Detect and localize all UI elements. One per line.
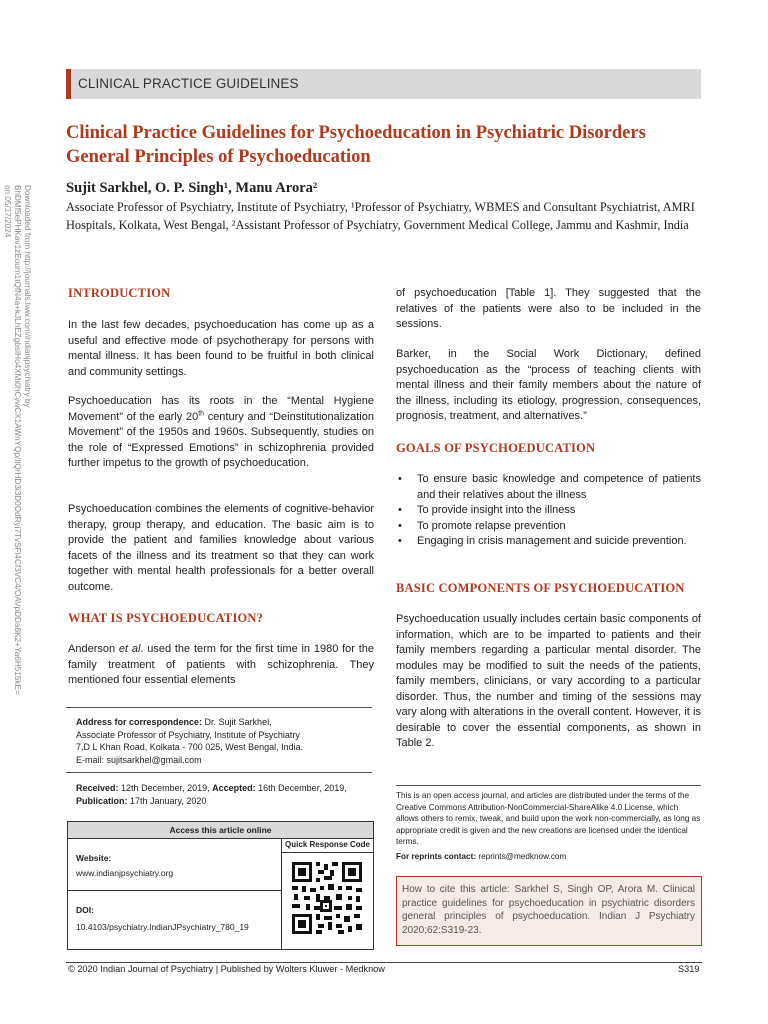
- author-list: Sujit Sarkhel, O. P. Singh¹, Manu Arora²: [66, 180, 318, 196]
- website-separator: [68, 890, 281, 891]
- reprints-label: For reprints contact:: [396, 852, 477, 861]
- doi-label: DOI:: [76, 905, 94, 915]
- how-to-cite-box: [396, 876, 702, 946]
- license-rule: [396, 785, 701, 786]
- correspondence-email: E-mail: sujitsarkhel@gmail.com: [76, 754, 202, 765]
- bullet-icon: •: [398, 535, 402, 547]
- article-title: [66, 121, 716, 169]
- publication-label: Publication:: [76, 795, 128, 806]
- goal-text: To promote relapse prevention: [417, 519, 566, 532]
- what-paragraph: [68, 642, 374, 689]
- bullet-icon: •: [398, 519, 402, 532]
- qr-code-image[interactable]: [290, 860, 364, 936]
- qr-divider: [281, 838, 282, 949]
- bullet-icon: •: [398, 473, 402, 485]
- intro-paragraph-1: In the last few decades, psychoeducation has come up as a useful and effective mode of psychotherapy for persons with mental illness. It has been found to be fruitful in both clinical and community settings.: [68, 319, 374, 378]
- intro-p2-text-a: Psychoeducation has its roots in the “Mental Hygiene Movement” of the early 20: [68, 395, 374, 423]
- website-link[interactable]: www.indianjpsychiatry.org: [76, 868, 174, 878]
- section-label: CLINICAL PRACTICE GUIDELINES: [78, 76, 299, 91]
- heading-basic-components: BASIC COMPONENTS OF PSYCHOEDUCATION: [396, 581, 685, 595]
- article-title-line2: General Principles of Psychoeducation: [66, 147, 371, 167]
- page-number: S319: [678, 964, 700, 974]
- article-title-line1: Clinical Practice Guidelines for Psychoeducation in Psychiatric Disorders: [66, 123, 646, 143]
- heading-introduction: INTRODUCTION: [68, 286, 171, 300]
- reprints-line: [396, 852, 566, 861]
- goal-text: To ensure basic knowledge and competence of patients and their relatives about the illness: [417, 473, 701, 501]
- how-to-cite-text: How to cite this article: Sarkhel S, Singh OP, Arora M. Clinical practice guidelines for psychoeducation in psychiatric disorders general principles of psychoeducation. Indian J Psychiatry 2020;62:S319-23.: [402, 884, 695, 936]
- what-p-text-b: . used the term for the first time in 1980 for the family treatment of patients with schizophrenia. They mentioned four essential elements: [68, 643, 374, 686]
- goal-text: To provide insight into the illness: [417, 504, 576, 516]
- correspondence-rule-top: [66, 707, 372, 708]
- received-label: Received:: [76, 783, 119, 793]
- website-label: Website:: [76, 853, 112, 863]
- goal-item: [396, 472, 701, 503]
- goal-item: [396, 534, 701, 550]
- barker-paragraph: Barker, in the Social Work Dictionary, defined psychoeducation as the “process of teaching clients with mental illness and their family members about the nature of the illness, including its etiology, progression, consequences, prognosis, treatment, and alternatives.”: [396, 348, 701, 422]
- download-note: Downloaded from http://journals.lww.com/indianjpsychiatry by BhDMf5ePHKav1zEoum1tQfN4a+kJLhEZgbsIHo4XMi0hCywCX1AWnYQp/IlQrHD3i3D0OdRyi7TvSFl4Cf3VC4/OAVpDDa8K2+Ya6H515kE= on 05/17/2024: [3, 185, 32, 695]
- reprints-email[interactable]: reprints@medknow.com: [478, 852, 567, 861]
- bullet-icon: •: [398, 504, 402, 516]
- goal-item: [396, 519, 701, 535]
- section-accent-stripe: [66, 69, 71, 99]
- correspondence-name: Dr. Sujit Sarkhel,: [204, 717, 272, 727]
- doi-link[interactable]: 10.4103/psychiatry.IndianJPsychiatry_780_19: [76, 922, 249, 932]
- publication-value: 17th January, 2020: [130, 795, 207, 806]
- heading-what-is-psychoeducation: WHAT IS PSYCHOEDUCATION?: [68, 611, 264, 625]
- continued-paragraph: of psychoeducation [Table 1]. They suggested that the relatives of the patients were also to be included in the sessions.: [396, 287, 701, 330]
- what-p-et-al: et al: [118, 643, 141, 655]
- intro-paragraph-2: [68, 394, 374, 472]
- section-header-bar: [66, 69, 701, 99]
- correspondence-rule-bottom: [66, 772, 372, 773]
- author-affiliations: [66, 198, 706, 234]
- affiliation-line2: Hospitals, Kolkata, West Bengal, ²Assistant Professor of Psychiatry, Government Medical College, Jammu and Kashmir, India: [66, 218, 689, 232]
- goal-item: [396, 503, 701, 519]
- goals-list: [396, 472, 701, 550]
- intro-p2-superscript: th: [198, 409, 205, 417]
- correspondence-label: Address for correspondence:: [76, 717, 203, 727]
- goal-text: Engaging in crisis management and suicide prevention.: [417, 535, 687, 547]
- affiliation-line1: Associate Professor of Psychiatry, Institute of Psychiatry, ¹Professor of Psychiatry, WBMES and Consultant Psychiatrist, AMRI: [66, 200, 695, 214]
- basic-components-paragraph: Psychoeducation usually includes certain basic components of information, which are to be imparted to patients and their family members regarding a particular mental disorder. The modules may be modified to suit the needs of the patients, family members, clinicians, or vary according to a particular disorder. Thus, the number and timing of the sessions may vary along with alterations in the overall content. However, it is desirable to cover the essential components, as shown in Table 2.: [396, 613, 701, 749]
- accepted-value: 16th December, 2019,: [258, 783, 347, 793]
- what-p-text-a: Anderson: [68, 643, 119, 655]
- dates-block: [76, 782, 371, 807]
- correspondence-block: [76, 716, 371, 766]
- footer-copyright: © 2020 Indian Journal of Psychiatry | Published by Wolters Kluwer - Medknow: [68, 964, 385, 974]
- intro-paragraph-3: Psychoeducation combines the elements of cognitive-behavior therapy, group therapy, and education. The basic aim is to provide the patient and families knowledge about various facets of the illness and its treatment so that they can work together with mental health professionals for a better overall outcome.: [68, 503, 374, 593]
- license-text: This is an open access journal, and articles are distributed under the terms of the Creative Commons Attribution-NonCommercial-ShareAlike 4.0 License, which allows others to remix, tweak, and build upon the work non-commercially, as long as appropriate credit is given and the new creations are licensed under the identical terms.: [396, 791, 701, 846]
- intro-p2-text-b: century and “Deinstitutionalization Movement” of the 1950s and 1960s. Subsequently, studies on the role of “Expressed Emotions” in schizophrenia provided further impetus to the growth of psychoeducation.: [68, 410, 374, 469]
- correspondence-line2: Associate Professor of Psychiatry, Institute of Psychiatry: [76, 729, 300, 740]
- access-article-box: [67, 821, 374, 950]
- correspondence-line3: 7,D L Khan Road, Kolkata - 700 025, West Bengal, India.: [76, 742, 304, 752]
- accepted-label: Accepted:: [212, 783, 256, 793]
- footer-rule: [66, 962, 702, 963]
- access-box-header: Access this article online: [68, 822, 373, 839]
- received-value: 12th December, 2019,: [121, 783, 210, 793]
- heading-goals: GOALS OF PSYCHOEDUCATION: [396, 441, 596, 455]
- qr-header: Quick Response Code: [282, 838, 373, 853]
- download-sidebar: [3, 185, 32, 695]
